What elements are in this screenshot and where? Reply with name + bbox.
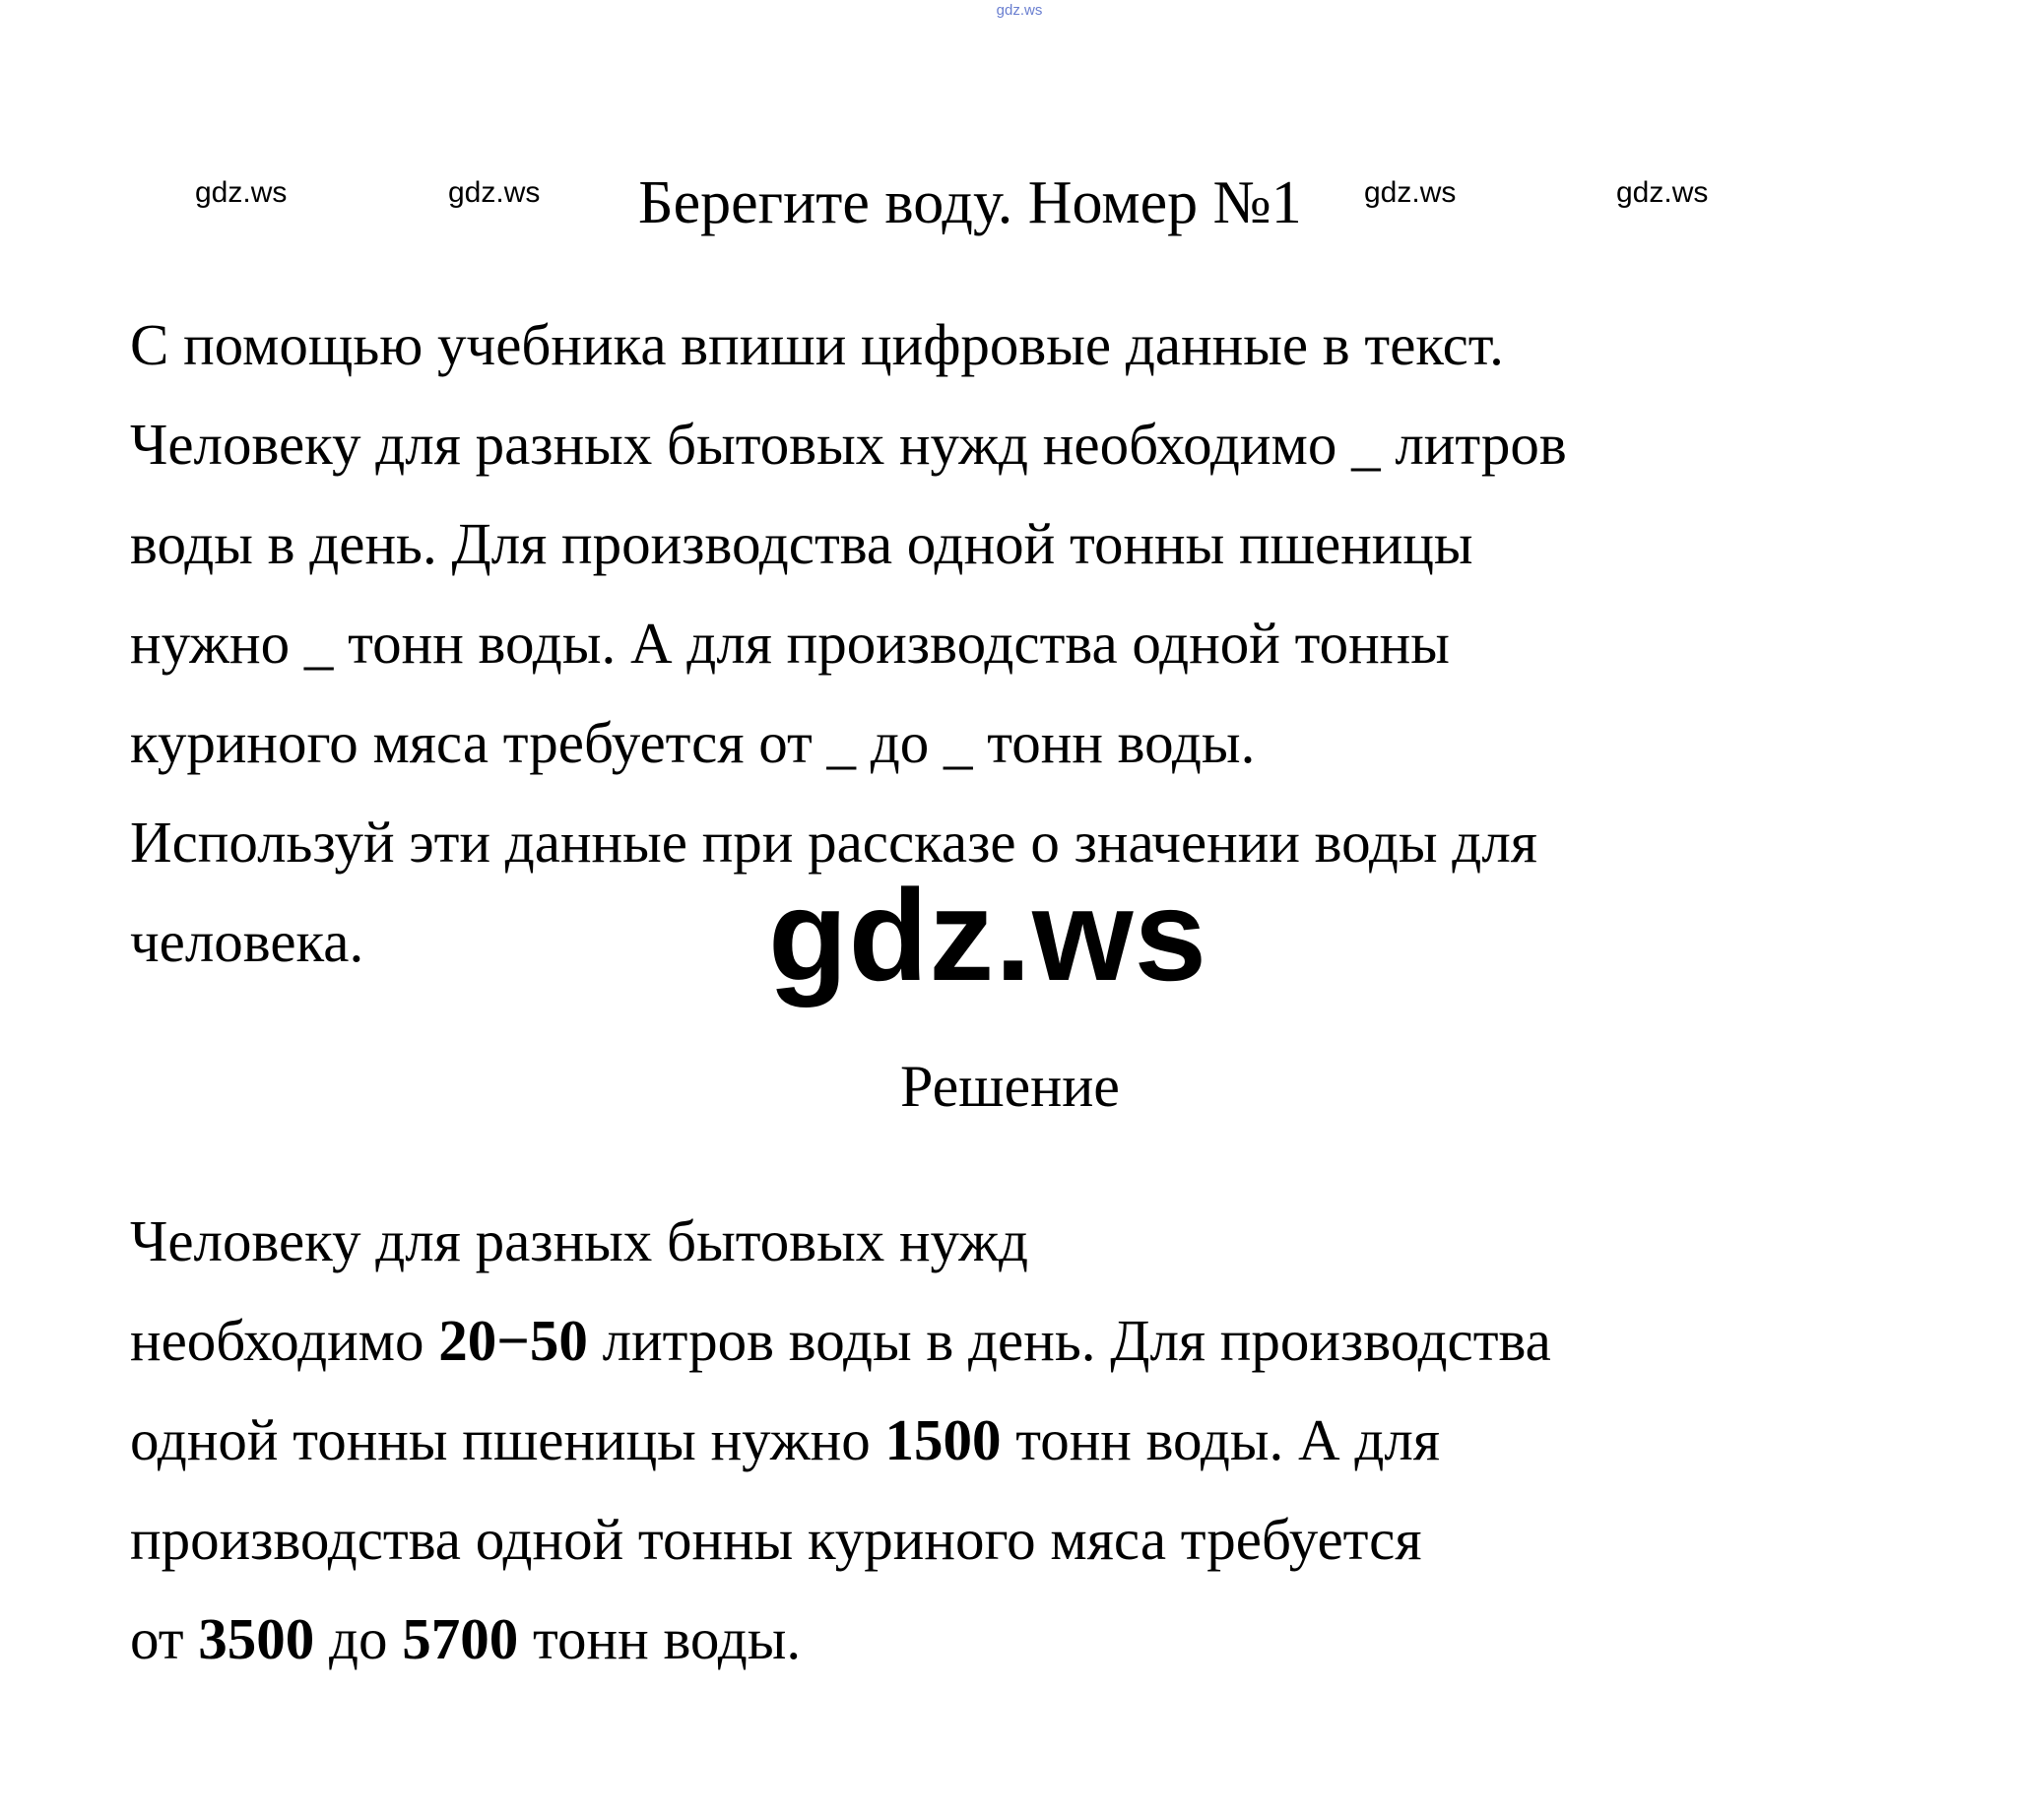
watermark-row-3: gdz.ws <box>1364 176 1457 209</box>
solution-text-fragment: тонн воды. А для <box>1001 1407 1440 1472</box>
solution-line: производства одной тонны куриного мяса требуется <box>130 1507 1422 1572</box>
solution-line: Человеку для разных бытовых нужд <box>130 1208 1029 1273</box>
solution-text-fragment: необходимо <box>130 1308 439 1373</box>
task-line: Используй эти данные при рассказе о значении воды для <box>130 810 1537 875</box>
task-line: воды в день. Для производства одной тонны пшеницы <box>130 511 1473 576</box>
watermark-row-4: gdz.ws <box>1616 176 1709 209</box>
daily-water-value: 20−50 <box>438 1308 588 1373</box>
task-line: нужно _ тонн воды. А для производства одной тонны <box>130 611 1450 676</box>
watermark-row-2: gdz.ws <box>448 176 541 209</box>
watermark-center: gdz.ws <box>768 863 1208 1008</box>
task-line: С помощью учебника впиши цифровые данные в текст. <box>130 312 1504 377</box>
task-line: человека. <box>130 909 364 974</box>
solution-text-fragment: литров воды в день. Для производства <box>587 1308 1551 1373</box>
watermark-top: gdz.ws <box>996 2 1043 19</box>
solution-text-fragment: от <box>130 1606 199 1671</box>
task-line: куриного мяса требуется от _ до _ тонн воды. <box>130 710 1256 775</box>
solution-text-fragment: тонн воды. <box>518 1606 802 1671</box>
solution-text-fragment: одной тонны пшеницы нужно <box>130 1407 885 1472</box>
solution-line <box>130 1391 1982 1490</box>
solution-line <box>130 1291 1982 1391</box>
chicken-water-max-value: 5700 <box>402 1606 519 1671</box>
wheat-water-value: 1500 <box>884 1407 1002 1472</box>
task-line: Человеку для разных бытовых нужд необходимо _ литров <box>130 412 1567 477</box>
solution-line <box>130 1590 1982 1689</box>
watermark-row-1: gdz.ws <box>195 176 288 209</box>
solution-text <box>130 1192 1982 1689</box>
chicken-water-min-value: 3500 <box>198 1606 315 1671</box>
page-title: Берегите воду. Номер №1 <box>638 169 1302 236</box>
solution-text-fragment: до <box>314 1606 403 1671</box>
solution-heading: Решение <box>900 1054 1120 1119</box>
